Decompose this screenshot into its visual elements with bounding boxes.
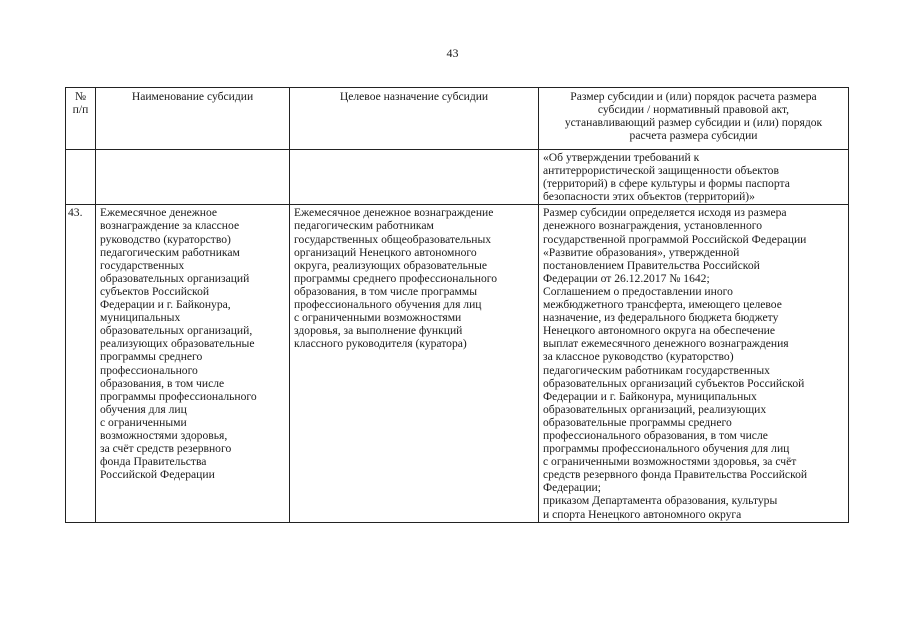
cell-text-line: назначение, из федерального бюджета бюджету bbox=[543, 311, 779, 325]
subsidy-table bbox=[65, 87, 849, 523]
cell-text-line: программы профессионального bbox=[100, 389, 257, 403]
table-row bbox=[66, 205, 849, 522]
cell-text-line: педагогическим работникам bbox=[100, 245, 240, 259]
header-text-line: субсидии / нормативный правовой акт, bbox=[597, 103, 790, 117]
cell-text-line: образовательные программы среднего bbox=[543, 415, 732, 429]
cell-text-line: Соглашением о предоставлении иного bbox=[543, 284, 733, 298]
cell-text-line: Федерации и г. Байконура, bbox=[100, 298, 231, 312]
cell-text-line: программы профессионального обучения для лиц bbox=[543, 442, 790, 456]
cell-number bbox=[66, 150, 96, 205]
cell-text-line: приказом Департамента образования, культуры bbox=[543, 494, 778, 508]
cell-text-line: профессионального образования, в том числе bbox=[543, 428, 768, 442]
cell-name bbox=[96, 150, 290, 205]
cell-text-line: безопасности этих объектов (территорий)» bbox=[543, 190, 755, 204]
cell-text-line: педагогическим работникам государственных bbox=[543, 363, 770, 377]
table-row bbox=[66, 150, 849, 205]
cell-text-line: программы среднего bbox=[100, 350, 203, 364]
cell-size bbox=[539, 205, 849, 522]
cell-text-line: межбюджетного трансферта, имеющего целевое bbox=[543, 298, 782, 312]
header-text-line: Целевое назначение субсидии bbox=[339, 90, 489, 103]
cell-text-line: образования, в том числе программы bbox=[294, 284, 478, 298]
header-row-number bbox=[66, 88, 96, 150]
cell-text-line: Федерации от 26.12.2017 № 1642; bbox=[543, 271, 710, 285]
cell-text-line: муниципальных bbox=[100, 311, 181, 325]
cell-text-line: денежного вознаграждения, установленного bbox=[543, 219, 763, 233]
cell-text-line: профессионального обучения для лиц bbox=[294, 298, 482, 312]
cell-text-line: с ограниченными возможностями здоровья, за счёт bbox=[543, 455, 797, 469]
cell-text-line: Федерации; bbox=[543, 481, 601, 495]
cell-text-line: средств резервного фонда Правительства Российской bbox=[543, 468, 808, 482]
cell-text-line: возможностями здоровья, bbox=[100, 428, 228, 442]
cell-text-line: организаций Ненецкого автономного bbox=[294, 245, 477, 259]
cell-size bbox=[539, 150, 849, 205]
cell-text-line: антитеррористической защищенности объектов bbox=[543, 164, 779, 178]
table-header-row bbox=[66, 88, 849, 150]
cell-text-line: за классное руководство (кураторство) bbox=[543, 350, 734, 364]
cell-number: 43. bbox=[66, 205, 96, 522]
cell-text-line: педагогическим работникам bbox=[294, 219, 434, 233]
cell-text-line: классного руководителя (куратора) bbox=[294, 337, 467, 351]
cell-text-line: профессионального bbox=[100, 363, 198, 377]
cell-text-line: реализующих образовательные bbox=[100, 337, 255, 351]
cell-text-line: государственных общеобразовательных bbox=[294, 232, 492, 246]
header-text-line: расчета размера субсидии bbox=[629, 129, 758, 143]
cell-text-line: здоровья, за выполнение функций bbox=[294, 324, 463, 338]
page-number: 43 bbox=[446, 46, 459, 60]
cell-text-line: руководство (кураторство) bbox=[100, 232, 231, 246]
header-text-line: № bbox=[74, 90, 87, 103]
cell-text-line: Размер субсидии определяется исходя из размера bbox=[543, 206, 787, 220]
cell-text-line: Российской Федерации bbox=[100, 468, 215, 482]
cell-text-line: Федерации и г. Байконура, муниципальных bbox=[543, 389, 757, 403]
cell-text-line: фонда Правительства bbox=[100, 455, 207, 469]
cell-text-line: образования, в том числе bbox=[100, 376, 225, 390]
cell-text-line: субъектов Российской bbox=[100, 284, 210, 298]
cell-text-line: обучения для лиц bbox=[100, 402, 187, 416]
cell-text-line: с ограниченными bbox=[100, 415, 187, 429]
header-subsidy-purpose bbox=[290, 88, 539, 150]
header-text-line: Размер субсидии и (или) порядок расчета размера bbox=[570, 90, 817, 103]
cell-text-line: и спорта Ненецкого автономного округа bbox=[543, 507, 742, 521]
header-text-line: п/п bbox=[72, 103, 89, 117]
cell-name bbox=[96, 205, 290, 522]
cell-text-line: образовательных организаций, реализующих bbox=[543, 402, 767, 416]
header-subsidy-size bbox=[539, 88, 849, 150]
cell-text-line: «Об утверждении требований к bbox=[543, 151, 700, 164]
cell-text-line: образовательных организаций субъектов Российской bbox=[543, 376, 805, 390]
cell-text-line: (территорий) в сфере культуры и формы паспорта bbox=[543, 177, 790, 191]
cell-purpose bbox=[290, 150, 539, 205]
header-text-line: Наименование субсидии bbox=[131, 90, 254, 103]
cell-text-line: Ненецкого автономного округа на обеспечение bbox=[543, 324, 776, 338]
cell-text-line: образовательных организаций bbox=[100, 271, 250, 285]
header-subsidy-name bbox=[96, 88, 290, 150]
cell-text-line: «Развитие образования», утвержденной bbox=[543, 245, 740, 259]
cell-text-line: Ежемесячное денежное вознаграждение bbox=[294, 206, 494, 220]
cell-text-line: с ограниченными возможностями bbox=[294, 311, 462, 325]
cell-text-line: программы среднего профессионального bbox=[294, 271, 498, 285]
cell-text-line: за счёт средств резервного bbox=[100, 442, 232, 456]
cell-text-line: округа, реализующих образовательные bbox=[294, 258, 488, 272]
cell-text-line: Ежемесячное денежное bbox=[100, 206, 218, 220]
cell-text-line: государственной программой Российской Федерации bbox=[543, 232, 807, 246]
header-text-line: устанавливающий размер субсидии и (или) порядок bbox=[564, 116, 823, 130]
cell-text-line: постановлением Правительства Российской bbox=[543, 258, 760, 272]
cell-purpose bbox=[290, 205, 539, 522]
cell-text-line: вознаграждение за классное bbox=[100, 219, 240, 233]
cell-text-line: образовательных организаций, bbox=[100, 324, 253, 338]
cell-text-line: выплат ежемесячного денежного вознаграждения bbox=[543, 337, 789, 351]
cell-text-line: государственных bbox=[100, 258, 185, 272]
